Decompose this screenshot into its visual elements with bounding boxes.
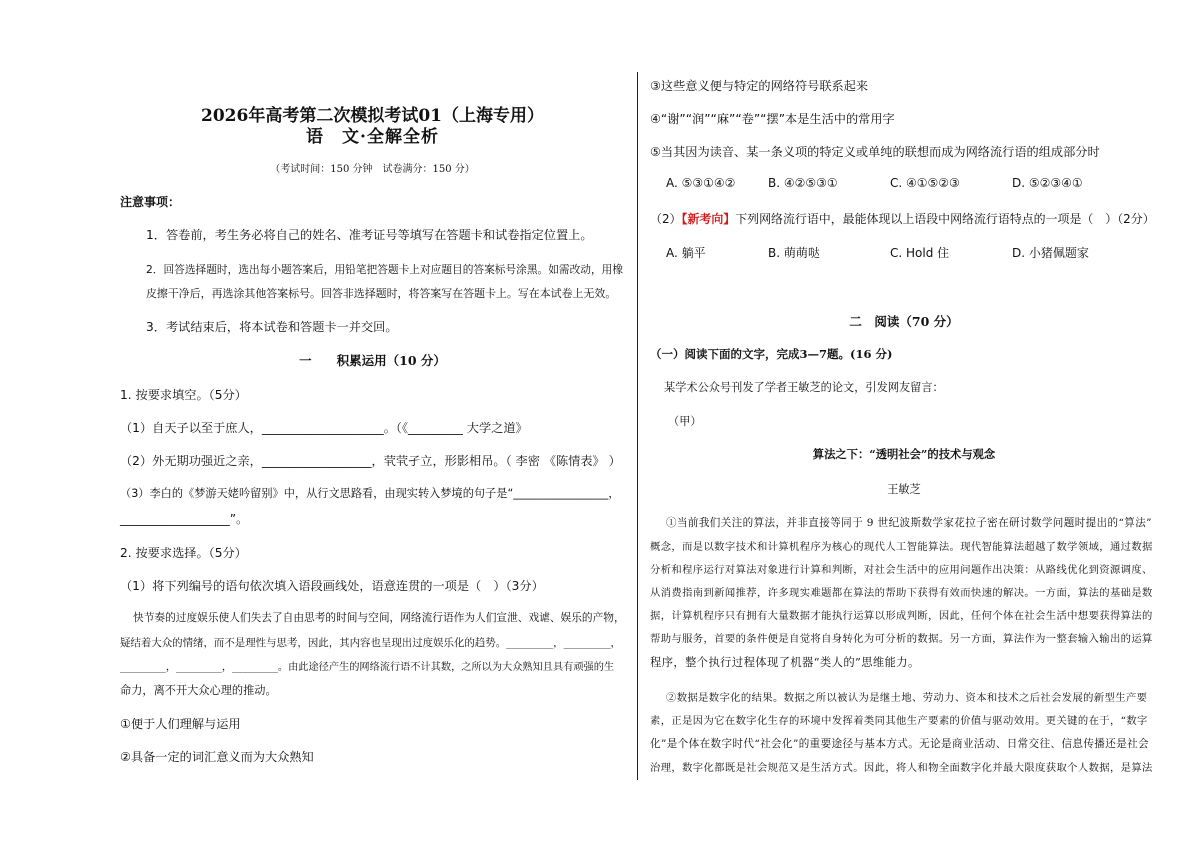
q1-part: （3）李白的《梦游天姥吟留别》中，从行文思路看，由现实转入梦境的句子是“_________________，: [120, 487, 620, 500]
q2-item: ④“谢”“润”“麻”“卷”“摆”本是生活中的常用字: [650, 112, 895, 126]
q2-sub2: [650, 210, 1158, 227]
article-line: ②数据是数字化的结果。数据之所以被认为是继土地、劳动力、资本和技术之后社会发展的新型生产要: [666, 692, 1148, 704]
jia-label: （甲）: [668, 415, 702, 428]
option-d: D. 小猪佩题家: [1012, 246, 1089, 260]
passage-line: 命力，离不开大众心理的推动。: [120, 684, 277, 697]
article-line: 帮助与服务，首要的条件便是自觉将自身转化为可分析的数据。另一方面，算法作为一整套输入输出的运算: [650, 633, 1153, 645]
section2-heading: 二 阅读（70 分）: [849, 314, 959, 329]
article-line: 治理，数字化都既是社会规范又是生活方式。因此，将人和物全面数字化并最大限度获取个人数据，是算法: [650, 762, 1153, 774]
note-item: 1．答卷前，考生务必将自己的姓名、准考证号等填写在答题卡和试卷指定位置上。: [146, 228, 593, 242]
option-c: C. Hold 住: [890, 246, 950, 260]
q2-item: ②具备一定的词汇意义而为大众熟知: [120, 750, 314, 764]
right-column: [650, 0, 1158, 849]
q2-sub2-text: 下列网络流行语中，最能体现以上语段中网络流行语特点的一项是（ ）（2分）: [735, 212, 1155, 226]
new-trend-tag: 【新考向】: [681, 212, 736, 226]
note-item: 皮擦干净后，再选涂其他答案标号。回答非选择题时，将答案写在答题卡上。写在本试卷上无效。: [146, 287, 617, 300]
q1-part: （1）自天子以至于庶人，____________________。（《_________ 大学之道》: [120, 421, 528, 435]
passage-line: 疑结着大众的情绪，而不是理性与思考，因此，其内容也呈现出过度娱乐化的趋势。_________，_________，: [120, 637, 621, 649]
exam-info: （考试时间：150 分钟 试卷满分：150 分）: [270, 164, 475, 175]
option-c: C. ④①⑤②③: [890, 176, 960, 190]
note-item: 3．考试结束后，将本试卷和答题卡一并交回。: [146, 320, 398, 334]
option-b: B. 萌萌哒: [768, 246, 820, 260]
article-line: 分析和程序运行对算法对象进行计算和判断，对社会生活中的应用问题作出决策：从路线优化到资源调度、: [650, 564, 1153, 576]
q1-part: （2）外无期功强近之亲，__________________，茕茕孑立，形影相吊。（ 李密 《陈情表》 ）: [120, 454, 621, 468]
q2-item: ⑤当其因为读音、某一条义项的特定义或单纯的联想而成为网络流行语的组成部分时: [650, 145, 1100, 159]
page-subtitle: 语 文·全解全析: [306, 127, 439, 147]
article-line: ①当前我们关注的算法，并非直接等同于 9 世纪波斯数学家花拉子密在研讨数学问题时提出的“算法”: [666, 517, 1152, 529]
article-title: 算法之下：“透明社会”的技术与观念: [812, 447, 996, 461]
option-d: D. ⑤②③④①: [1012, 176, 1083, 190]
passage-line: _________，_________，_________。由此途径产生的网络流行语不计其数，之所以为大众熟知且具有顽强的生: [120, 662, 615, 673]
q1-part: __________________”。: [120, 512, 249, 526]
q1-stem: 1. 按要求填空。（5分）: [120, 388, 247, 402]
part1-heading: （一）阅读下面的文字，完成3—7题。(16 分): [650, 347, 893, 361]
q2-sub2-prefix: （2）: [650, 212, 682, 226]
page-title: 2026年高考第二次模拟考试01（上海专用）: [201, 106, 544, 126]
notes-heading: 注意事项：: [120, 195, 181, 209]
article-line: 化”是个体在数字时代“社会化”的重要途径与基本方式。无论是商业活动、日常交往、信息传播还是社会: [650, 738, 1150, 750]
note-item: 2．回答选择题时，选出每小题答案后，用铅笔把答题卡上对应题目的答案标号涂黑。如需改动，用橡: [146, 263, 624, 276]
article-author: 王敏芝: [887, 483, 921, 496]
column-divider: [637, 72, 638, 780]
q2-item: ③这些意义便与特定的网络符号联系起来: [650, 79, 869, 93]
intro-text: 某学术公众号刊发了学者王敏芝的论文，引发网友留言：: [664, 381, 944, 394]
section1-heading: 一 积累运用（10 分）: [299, 353, 446, 368]
option-a: A. 躺平: [666, 246, 706, 260]
article-line: 据，计算机程序只有拥有大量数据才能执行运算以形成判断，因此，任何个体在社会生活中想要获得算法的: [650, 610, 1153, 622]
q2-stem: 2. 按要求选择。（5分）: [120, 546, 247, 560]
article-line: 从消费指南到新闻推荐，许多现实难题都在算法的帮助下获得有效而快速的解决。一方面，算法的基础是数: [650, 587, 1153, 599]
option-b: B. ④②⑤③①: [768, 176, 838, 190]
article-line: 素，正是因为它在数字化生存的环境中发挥着类同其他生产要素的价值与驱动效用。更关键的在于，“数字: [650, 715, 1148, 727]
article-line: 程序，整个执行过程体现了机器“类人的”思维能力。: [650, 656, 920, 669]
passage-line: 快节奏的过度娱乐使人们失去了自由思考的时间与空间，网络流行语作为人们宣泄、戏谑、娱乐的产物，: [133, 611, 625, 624]
q2-item: ①便于人们理解与运用: [120, 717, 241, 731]
article-line: 概念，而是以数字技术和计算机程序为核心的现代人工智能算法。现代智能算法超越了数学领域，通过数据: [650, 541, 1153, 553]
q2-sub1: （1）将下列编号的语句依次填入语段画线处，语意连贯的一项是（ ）（3分）: [120, 579, 544, 593]
left-column: [120, 0, 625, 849]
option-a: A. ⑤③①④②: [666, 176, 736, 190]
